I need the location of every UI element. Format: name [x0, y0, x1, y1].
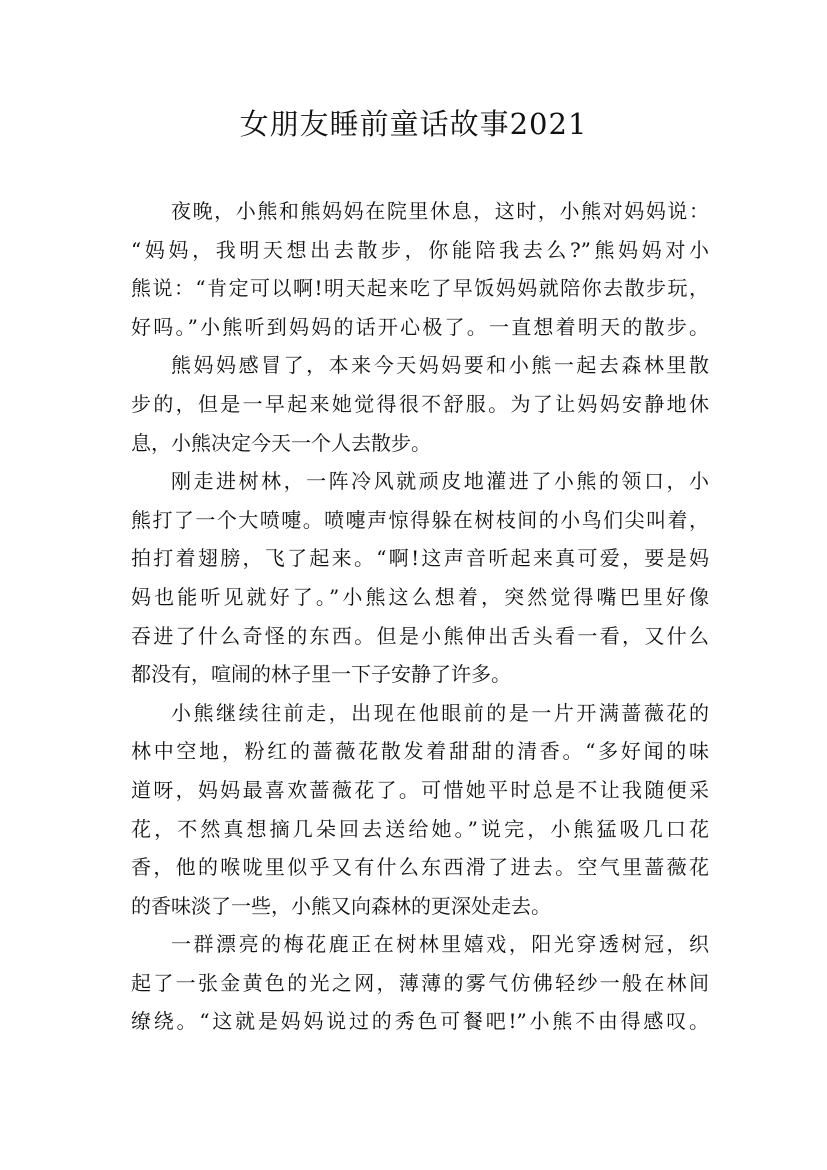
text-line: 熊说：“肯定可以啊!明天起来吃了早饭妈妈就陪你去散步玩，: [131, 276, 709, 301]
text-line: 林中空地，粉红的蔷薇花散发着甜甜的清香。“多好闻的味: [131, 739, 709, 764]
paragraph: [131, 192, 709, 346]
text-line: 缭绕。“这就是妈妈说过的秀色可餐吧!”小熊不由得感叹。: [131, 1009, 709, 1034]
paragraph: [131, 462, 709, 694]
document-title: 女朋友睡前童话故事2021: [239, 107, 588, 141]
text-line: 熊打了一个大喷嚏。喷嚏声惊得躲在树枝间的小鸟们尖叫着，: [131, 507, 709, 532]
text-line: 拍打着翅膀，飞了起来。“啊!这声音听起来真可爱，要是妈: [131, 546, 709, 571]
text-line: 好吗。”小熊听到妈妈的话开心极了。一直想着明天的散步。: [131, 314, 709, 339]
text-line: “妈妈，我明天想出去散步，你能陪我去么?”熊妈妈对小: [131, 237, 709, 262]
document-body: [131, 192, 709, 1041]
text-line: 香，他的喉咙里似乎又有什么东西滑了进去。空气里蔷薇花: [131, 855, 709, 880]
text-line: 刚走进树林，一阵冷风就顽皮地灌进了小熊的领口，小: [171, 469, 709, 494]
paragraph: [131, 925, 709, 1041]
paragraph: [131, 346, 709, 462]
text-line: 都没有，喧闹的林子里一下子安静了许多。: [131, 662, 511, 687]
text-line: 小熊继续往前走，出现在他眼前的是一片开满蔷薇花的: [171, 700, 709, 725]
text-line: 起了一张金黄色的光之网，薄薄的雾气仿佛轻纱一般在林间: [131, 970, 709, 995]
text-line: 夜晚，小熊和熊妈妈在院里休息，这时，小熊对妈妈说：: [171, 199, 709, 223]
text-line: 妈也能听见就好了。”小熊这么想着，突然觉得嘴巴里好像: [131, 584, 709, 609]
text-line: 的香味淡了一些，小熊又向森林的更深处走去。: [131, 893, 551, 918]
text-line: 步的，但是一早起来她觉得很不舒服。为了让妈妈安静地休: [131, 391, 709, 416]
paragraph: [131, 694, 709, 926]
text-line: 道呀，妈妈最喜欢蔷薇花了。可惜她平时总是不让我随便采: [131, 777, 709, 802]
text-line: 花，不然真想摘几朵回去送给她。”说完，小熊猛吸几口花: [131, 816, 709, 841]
text-line: 吞进了什么奇怪的东西。但是小熊伸出舌头看一看，又什么: [131, 623, 709, 648]
text-line: 息，小熊决定今天一个人去散步。: [131, 430, 431, 455]
text-line: 熊妈妈感冒了，本来今天妈妈要和小熊一起去森林里散: [171, 353, 709, 378]
text-line: 一群漂亮的梅花鹿正在树林里嬉戏，阳光穿透树冠，织: [171, 932, 709, 957]
